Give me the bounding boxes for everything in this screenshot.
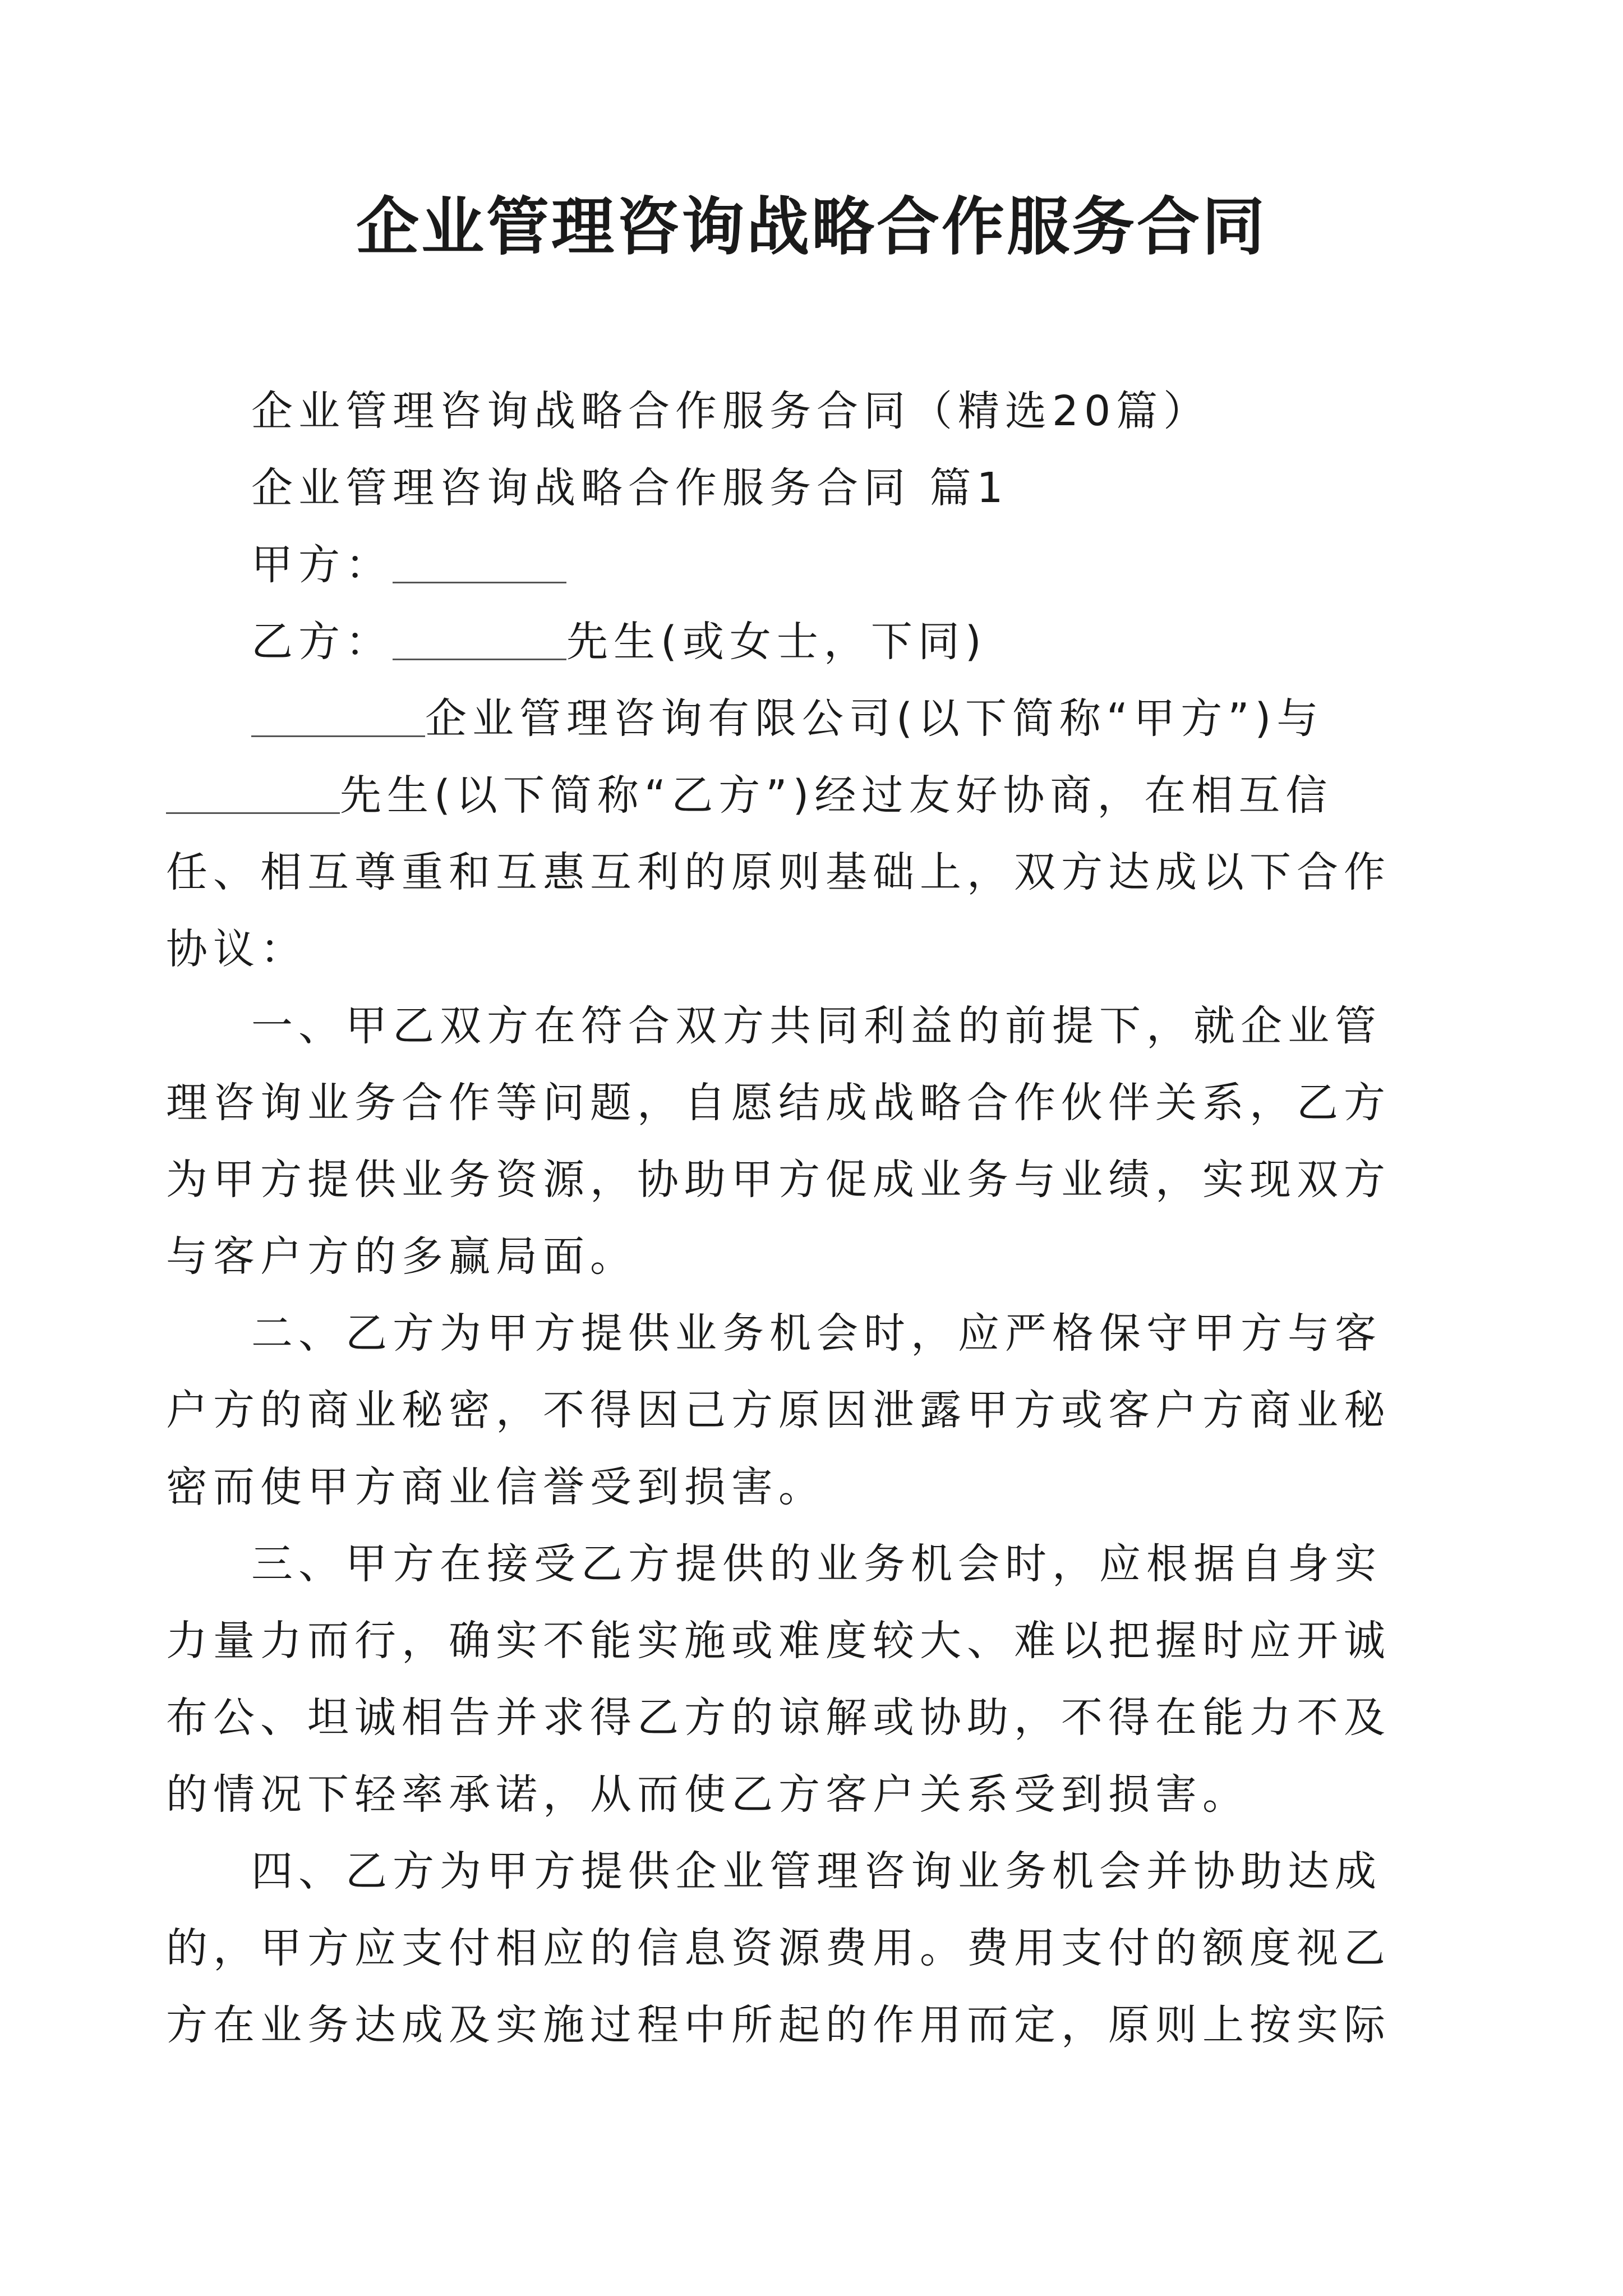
document-title: 企业管理咨询战略合作服务合同: [356, 190, 1267, 264]
party-a-label: 甲方：: [251, 541, 393, 589]
party-b-suffix: 先生(或女士，下同): [566, 618, 987, 666]
clause-1-line-2: 理咨询业务合作等问题，自愿结成战略合作伙伴关系，乙方: [166, 1079, 1391, 1127]
intro-line-2: [166, 757, 1390, 834]
clause-3-line-4: 的情况下轻率承诺，从而使乙方客户关系受到损害。: [166, 1770, 1249, 1819]
party-a-blank: [393, 542, 566, 583]
party-b-label: 乙方：: [251, 618, 393, 666]
clause-1-line-3: 为甲方提供业务资源，协助甲方促成业务与业绩，实现双方: [166, 1156, 1391, 1204]
party-b-name-blank: [166, 773, 340, 814]
clause-3-line-3: 布公、坦诚相告并求得乙方的谅解或协助，不得在能力不及: [166, 1694, 1391, 1742]
clause-4-line-2: 的，甲方应支付相应的信息资源费用。费用支付的额度视乙: [166, 1924, 1391, 1972]
clause-1-line-4: 与客户方的多赢局面。: [166, 1232, 637, 1281]
clause-3-line-2: 力量力而行，确实不能实施或难度较大、难以把握时应开诚: [166, 1617, 1391, 1665]
party-b-line: [251, 604, 1390, 680]
clause-2-line-2: 户方的商业秘密，不得因己方原因泄露甲方或客户方商业秘: [166, 1386, 1391, 1434]
intro-line-1-text: 企业管理咨询有限公司(以下简称“甲方”)与: [425, 694, 1324, 743]
intro-line-1: [251, 680, 1390, 757]
intro-line-2-text: 先生(以下简称“乙方”)经过友好协商，在相互信: [340, 771, 1333, 820]
clause-2-line-3: 密而使甲方商业信誉受到损害。: [166, 1463, 826, 1511]
intro-line-4: 协议：: [166, 925, 307, 973]
clause-4-line-3: 方在业务达成及实施过程中所起的作用而定，原则上按实际: [166, 2001, 1391, 2049]
party-b-blank: [393, 619, 566, 660]
clause-2-line-1: 二、乙方为甲方提供业务机会时，应严格保守甲方与客: [251, 1309, 1382, 1358]
clause-4-line-1: 四、乙方为甲方提供企业管理咨询业务机会并协助达成: [251, 1847, 1382, 1895]
clause-3-line-1: 三、甲方在接受乙方提供的业务机会时，应根据自身实: [251, 1540, 1382, 1588]
party-a-line: [251, 527, 1390, 604]
company-name-blank: [251, 696, 425, 737]
intro-line-3: 任、相互尊重和互惠互利的原则基础上，双方达成以下合作: [166, 848, 1391, 896]
clause-1-line-1: 一、甲乙双方在符合双方共同利益的前提下，就企业管: [251, 1002, 1382, 1050]
section-heading: 企业管理咨询战略合作服务合同 篇1: [251, 464, 1009, 512]
document-subtitle: 企业管理咨询战略合作服务合同（精选20篇）: [251, 387, 1211, 435]
document-body: [166, 373, 1391, 2064]
